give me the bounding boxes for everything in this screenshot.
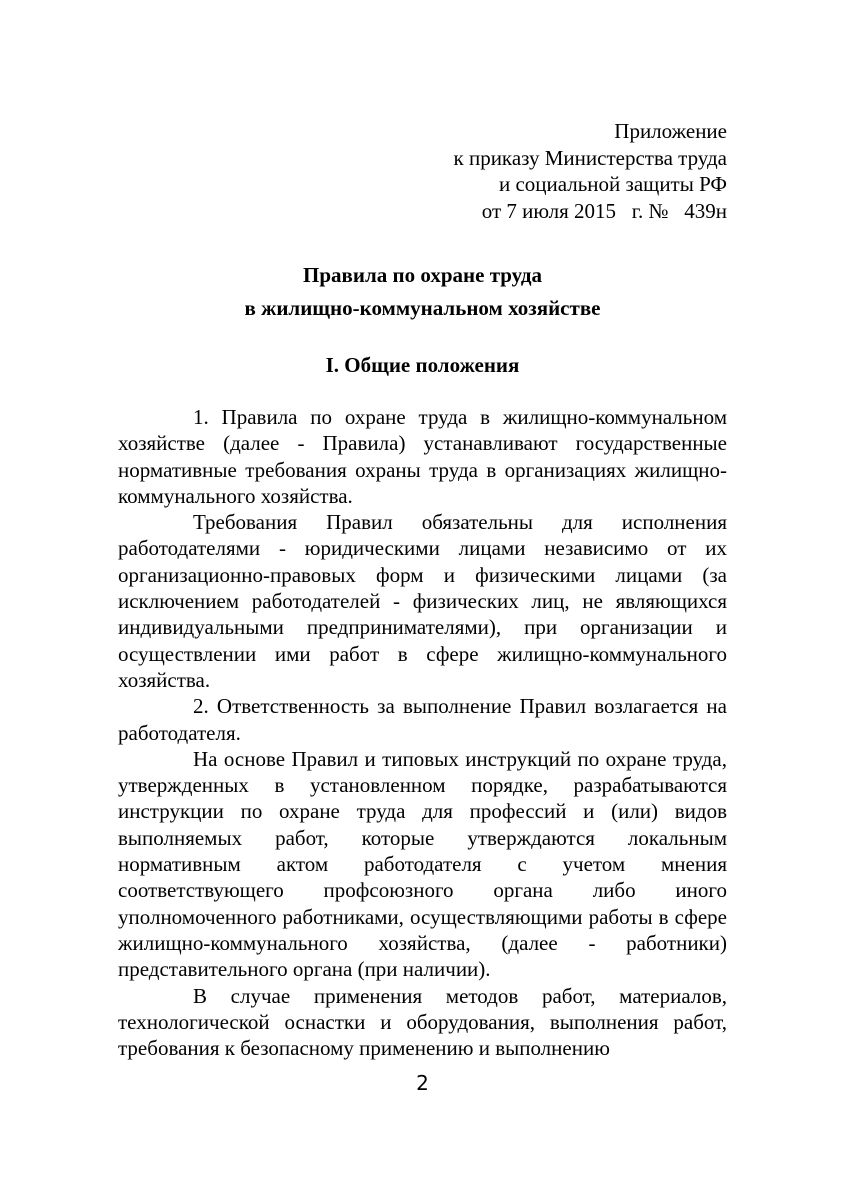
page-number: 2 [416, 1071, 429, 1095]
appendix-block [454, 118, 728, 224]
paragraph: В случае применения методов работ, материалов, технологической оснастки и оборудования, выполнения работ, требования к безопасному применению и выполнению [118, 983, 727, 1061]
title-line: в жилищно-коммунальном хозяйстве [244, 296, 601, 320]
appendix-date-line: от 7 июля 2015 г. № 439н [481, 198, 727, 223]
title-line: Правила по охране труда [303, 263, 542, 287]
paragraph: На основе Правил и типовых инструкций по охране труда, утвержденных в установленном порядке, разрабатываются инструкции по охране труда для профессий и (или) видов выполняемых работ, которые утверждаются локальным нормативным актом работодателя с учетом мнения соответствующего профсоюзного органа либо иного уполномоченного работниками, осуществляющими работы в сфере жилищно-коммунального хозяйства, (далее - работники) представительного органа (при наличии). [118, 746, 727, 982]
paragraph: 2. Ответственность за выполнение Правил возлагается на работодателя. [118, 694, 727, 745]
document-title [118, 259, 727, 325]
appendix-line: Приложение [614, 119, 727, 143]
appendix-line: к приказу Министерства труда [453, 145, 727, 170]
section-heading: I. Общие положения [325, 353, 520, 377]
body-text [118, 404, 727, 1061]
appendix-line: и социальной защиты РФ [498, 172, 727, 196]
paragraph: Требования Правил обязательны для исполнения работодателями - юридическими лицами независимо от их организационно-правовых форм и физическими лицами (за исключением работодателей - физических лиц, не являющихся индивидуальными предпринимателями), при организации и осуществлении ими работ в сфере жилищно-коммунального хозяйства. [118, 510, 727, 692]
paragraph: 1. Правила по охране труда в жилищно-коммунальном хозяйстве (далее - Правила) устанавливают государственные нормативные требования охраны труда в организациях жилищно-коммунального хозяйства. [118, 405, 727, 508]
